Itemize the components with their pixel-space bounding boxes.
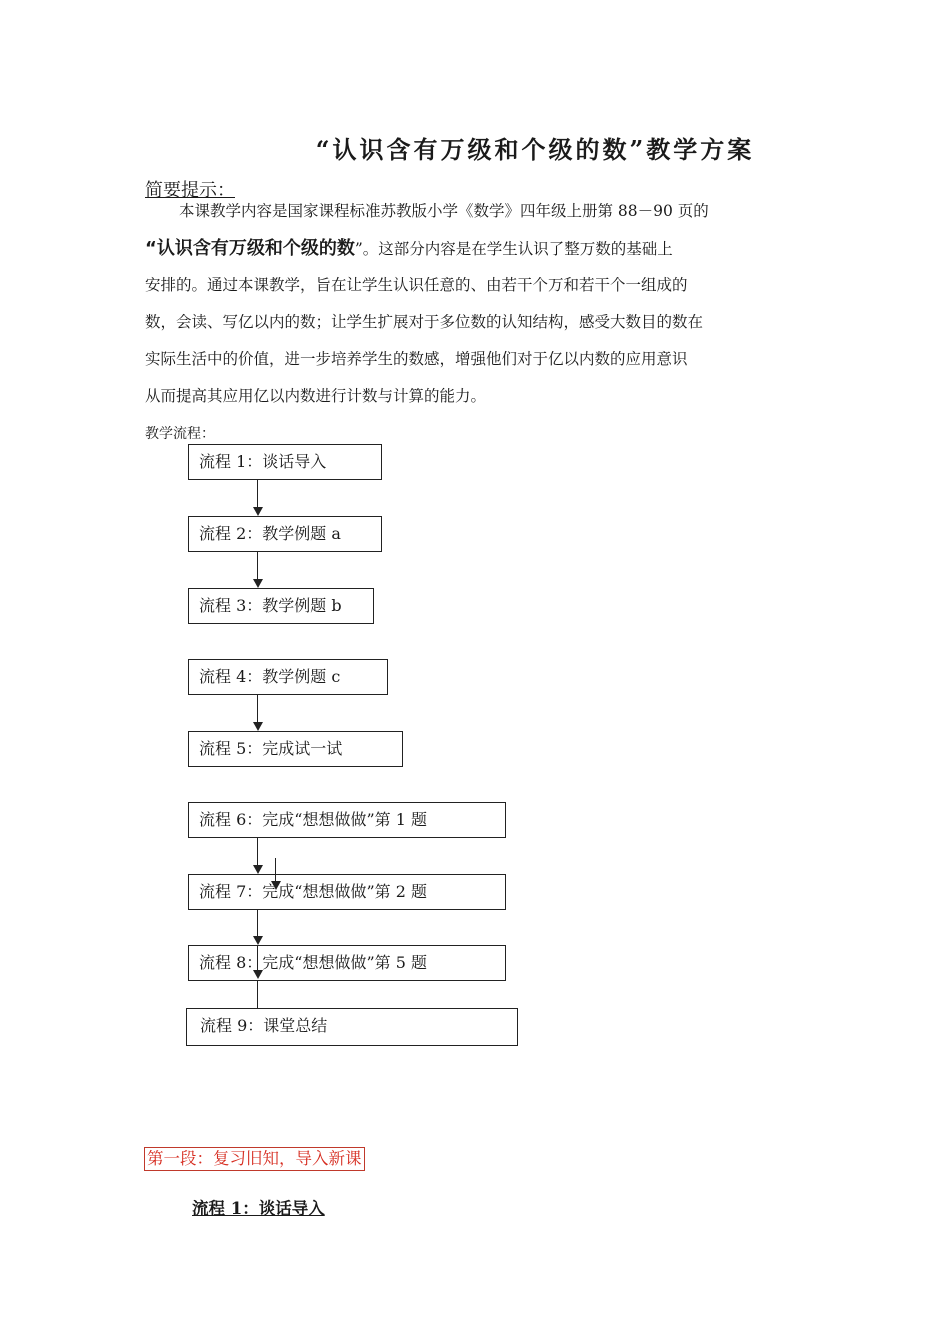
section-heading: 第一段：复习旧知，导入新课 [144, 1147, 365, 1171]
flow-label: 教学流程： [145, 426, 215, 442]
flow-step-2: 流程 2：教学例题 a [188, 516, 382, 552]
lesson-name-bold: “认识含有万级和个级的数 [145, 238, 355, 259]
flow-step-6: 流程 6：完成“想想做做”第 1 题 [188, 802, 506, 838]
flow-step-4: 流程 4：教学例题 c [188, 659, 388, 695]
intro-line-6: 从而提高其应用亿以内数进行计数与计算的能力。 [145, 387, 487, 405]
intro-line-3: 安排的。通过本课教学，旨在让学生认识任意的、由若干个万和若干个一组成的 [145, 276, 688, 294]
connector-6-7 [257, 838, 258, 866]
subheading: 流程 1：谈话导入 [192, 1199, 325, 1218]
arrow-head-1-2 [253, 507, 263, 516]
intro-line-5: 实际生活中的价值，进一步培养学生的数感，增强他们对于亿以内数的应用意识 [145, 350, 688, 368]
hint-label: 简要提示： [145, 180, 235, 201]
flow-step-7: 流程 7：完成“想想做做”第 2 题 [188, 874, 506, 910]
connector-7-8 [257, 910, 258, 937]
flow-step-9: 流程 9：课堂总结 [186, 1008, 518, 1046]
connector-1-2 [257, 480, 258, 508]
connector-8-9 [257, 981, 258, 1008]
arrow-head-6-7 [253, 865, 263, 874]
stray-connector [275, 858, 276, 882]
flow-step-1: 流程 1：谈话导入 [188, 444, 382, 480]
intro-line-2-rest: ”。这部分内容是在学生认识了整万数的基础上 [354, 240, 673, 258]
arrow-head-4-5 [253, 722, 263, 731]
connector-2-3 [257, 552, 258, 580]
connector-4-5 [257, 695, 258, 723]
connector-8-inner [257, 946, 258, 972]
arrow-head-8-inner [253, 970, 263, 979]
flow-step-3: 流程 3：教学例题 b [188, 588, 374, 624]
flow-step-5: 流程 5：完成试一试 [188, 731, 403, 767]
flow-step-8: 流程 8：完成“想想做做”第 5 题 [188, 945, 506, 981]
stray-arrow-head [271, 881, 281, 890]
intro-line-2 [145, 230, 810, 268]
intro-line-4: 数，会读、写亿以内的数；让学生扩展对于多位数的认知结构，感受大数目的数在 [145, 313, 704, 331]
arrow-head-7-8 [253, 936, 263, 945]
arrow-head-2-3 [253, 579, 263, 588]
intro-line-1: 本课教学内容是国家课程标准苏教版小学《数学》四年级上册第 88－90 页的 [179, 202, 709, 220]
document-title: “认识含有万级和个级的数”教学方案 [315, 135, 755, 164]
